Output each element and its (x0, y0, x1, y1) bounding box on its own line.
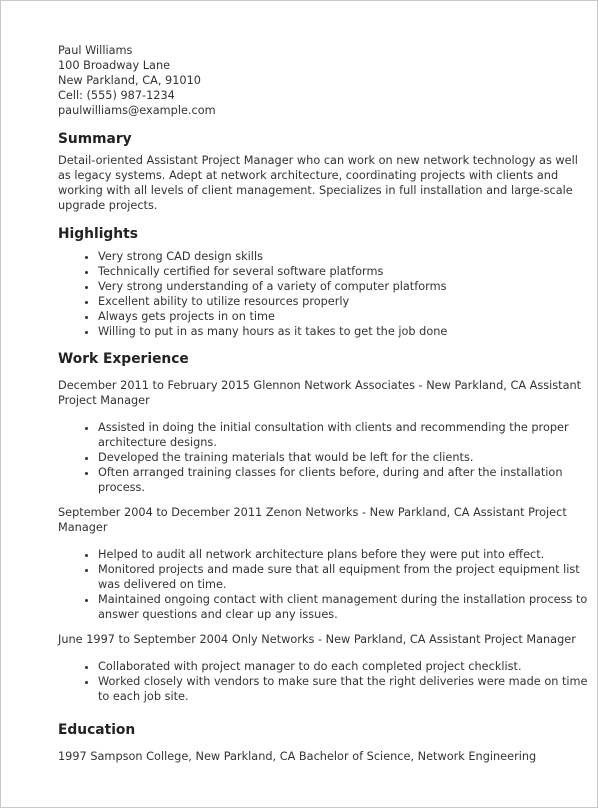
job-header: December 2011 to February 2015 Glennon Network Associates - New Parkland, CA Assistant Project Manager (58, 379, 582, 407)
job-bullet: • Developed the training materials that would be left for the clients. (98, 450, 590, 465)
job-bullet: • Collaborated with project manager to do each completed project checklist. (98, 659, 590, 674)
job-bullets (58, 659, 590, 704)
highlight-item: • Technically certified for several software platforms (98, 264, 590, 279)
contact-name: Paul Williams (58, 44, 133, 57)
summary-heading: Summary (58, 131, 132, 147)
job-bullet: • Maintained ongoing contact with client management during the installation process to answer questions and clear up any issues. (98, 592, 590, 622)
job-entry (58, 505, 590, 622)
resume-content (58, 43, 590, 704)
job-entry (58, 378, 590, 495)
job-bullet: • Often arranged training classes for clients before, during and after the installation process. (98, 465, 590, 495)
highlights-section (58, 225, 590, 339)
highlight-item: • Very strong understanding of a variety of computer platforms (98, 279, 590, 294)
contact-city: New Parkland, CA, 91010 (58, 74, 201, 87)
contact-phone: Cell: (555) 987-1234 (58, 89, 175, 102)
highlights-list (58, 249, 590, 339)
highlights-heading: Highlights (58, 226, 138, 242)
work-experience-section (58, 350, 590, 704)
job-entry (58, 632, 590, 704)
summary-text: Detail-oriented Assistant Project Manager who can work on new network technology as well as legacy systems. Adept at network architecture, coordinating projects with clients and working with all levels of client management. Specializes in full installation and large-scale upgrade projects. (58, 154, 578, 212)
work-experience-heading: Work Experience (58, 351, 189, 367)
job-bullet: • Worked closely with vendors to make sure that the right deliveries were made on time to each job site. (98, 674, 590, 704)
job-bullets (58, 420, 590, 495)
summary-section (58, 130, 590, 213)
highlight-item: • Excellent ability to utilize resources properly (98, 294, 590, 309)
job-bullet: • Helped to audit all network architecture plans before they were put into effect. (98, 547, 590, 562)
education-heading: Education (58, 722, 136, 738)
contact-email: paulwilliams@example.com (58, 104, 216, 117)
job-bullet: • Assisted in doing the initial consultation with clients and recommending the proper architecture designs. (98, 420, 590, 450)
contact-block (58, 43, 590, 118)
education-section (58, 721, 590, 764)
job-header: September 2004 to December 2011 Zenon Networks - New Parkland, CA Assistant Project Manager (58, 506, 567, 534)
job-bullet: • Monitored projects and made sure that all equipment from the project equipment list was delivered on time. (98, 562, 590, 592)
contact-street: 100 Broadway Lane (58, 59, 171, 72)
job-bullets (58, 547, 590, 622)
highlight-item: • Willing to put in as many hours as it takes to get the job done (98, 324, 590, 339)
highlight-item: • Always gets projects in on time (98, 309, 590, 324)
highlight-item: • Very strong CAD design skills (98, 249, 590, 264)
job-header: June 1997 to September 2004 Only Networks - New Parkland, CA Assistant Project Manager (58, 633, 576, 646)
education-entry: 1997 Sampson College, New Parkland, CA Bachelor of Science, Network Engineering (58, 750, 537, 763)
